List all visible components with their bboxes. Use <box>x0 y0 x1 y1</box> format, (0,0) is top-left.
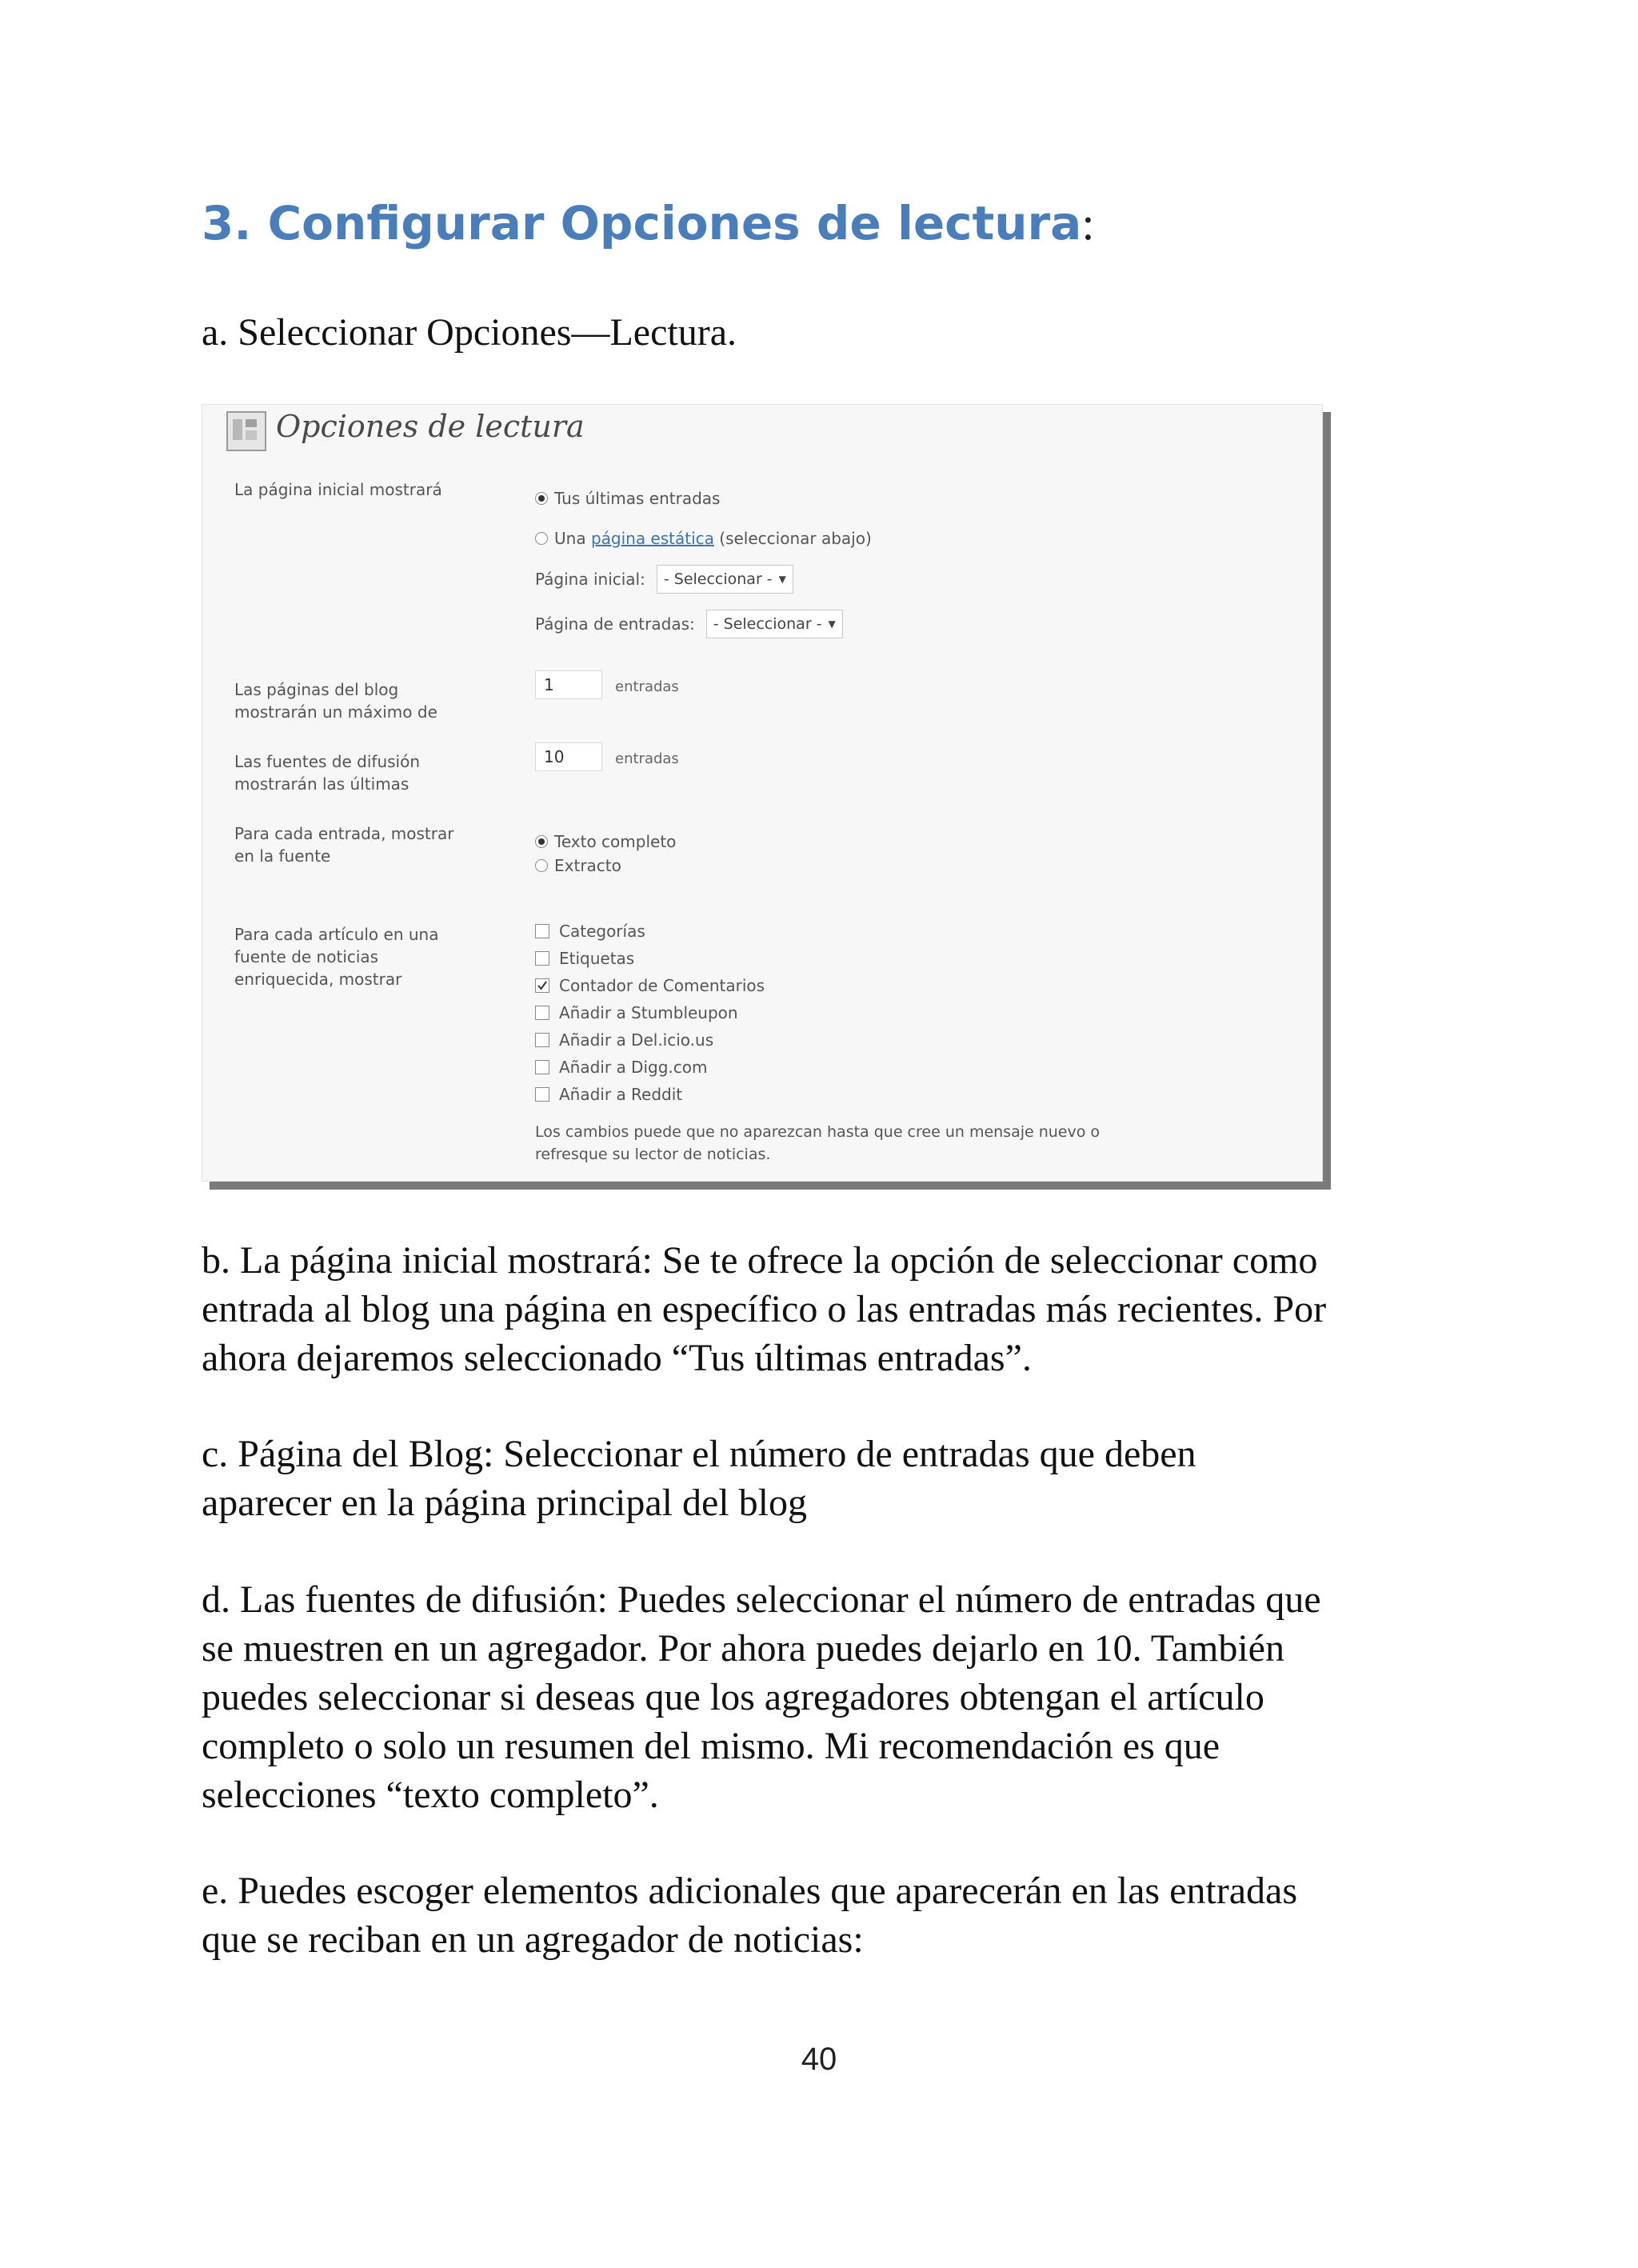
radio-static-page[interactable] <box>535 532 548 545</box>
posts-page-select-row <box>535 610 843 638</box>
option-static-suffix: (seleccionar abajo) <box>719 529 872 548</box>
blog-pages-label: Las páginas del blog mostrarán un máximo de <box>234 680 437 722</box>
option-excerpt[interactable] <box>535 854 621 877</box>
checkbox-row-reddit[interactable]: Añadir a Reddit <box>535 1083 682 1106</box>
paragraph-d: d. Las fuentes de difusión: Puedes seleccionar el número de entradas que se muestren en un agregador. Por ahora puedes dejarlo en 10. También puedes seleccionar si deseas que los agregadores obtengan el artículo completo o solo un resumen del mismo. Mi recomendación es que selecciones “texto completo”. <box>202 1578 1321 1816</box>
rich-feed-label: Para cada artículo en una fuente de noticias enriquecida, mostrar <box>234 925 439 989</box>
checkbox-row-delicious[interactable]: Añadir a Del.icio.us <box>535 1029 713 1051</box>
blog-pages-unit: entradas <box>615 678 679 695</box>
checkbox-row-digg[interactable]: Añadir a Digg.com <box>535 1056 707 1078</box>
checkbox-row-stumbleupon[interactable]: Añadir a Stumbleupon <box>535 1002 738 1024</box>
checkbox-row-comment-count[interactable]: Contador de Comentarios <box>535 974 765 997</box>
blog-pages-input[interactable]: 1 <box>535 670 602 699</box>
chevron-down-icon: ▼ <box>778 574 786 585</box>
checkbox-stumbleupon[interactable] <box>535 1006 549 1020</box>
paragraph-c: c. Página del Blog: Seleccionar el número de entradas que deben aparecer en la página principal del blog <box>202 1433 1197 1524</box>
option-latest-posts-label: Tus últimas entradas <box>554 489 721 508</box>
option-full-text[interactable] <box>535 830 676 853</box>
option-excerpt-label: Extracto <box>554 856 621 875</box>
paragraph-b: b. La página inicial mostrará: Se te ofrece la opción de seleccionar como entrada al blog una página en específico o las entradas más recientes. Por ahora dejaremos seleccionado “Tus últimas entradas”. <box>202 1239 1327 1379</box>
section-heading-text: 3. Configurar Opciones de lectura <box>202 196 1082 250</box>
page-number: 40 <box>801 2042 837 2077</box>
feed-content-label: Para cada entrada, mostrar en la fuente <box>234 824 454 866</box>
feeds-label: Las fuentes de difusión mostrarán las últimas <box>234 752 421 794</box>
option-full-text-label: Texto completo <box>554 832 677 851</box>
front-page-select-value: - Seleccionar - <box>663 570 773 588</box>
option-static-page[interactable] <box>535 527 872 550</box>
feeds-unit: entradas <box>615 750 679 767</box>
posts-page-select[interactable] <box>706 610 843 638</box>
checkbox-row-categories[interactable]: Categorías <box>535 920 645 942</box>
checkbox-digg[interactable] <box>535 1060 549 1074</box>
settings-page-icon <box>226 411 266 451</box>
radio-excerpt[interactable] <box>535 859 548 872</box>
paragraph-e: e. Puedes escoger elementos adicionales que aparecerán en las entradas que se reciban en un agregador de noticias: <box>202 1870 1298 1961</box>
feeds-input[interactable]: 10 <box>535 742 602 771</box>
checkbox-categories[interactable] <box>535 924 549 938</box>
posts-page-select-value: - Seleccionar - <box>713 615 822 633</box>
checkbox-reddit[interactable] <box>535 1087 549 1102</box>
chevron-down-icon: ▼ <box>828 618 836 630</box>
heading-colon: : <box>1081 198 1095 250</box>
checkbox-tags[interactable] <box>535 951 549 966</box>
posts-page-select-label: Página de entradas: <box>535 614 695 634</box>
option-latest-posts[interactable] <box>535 487 720 510</box>
section-heading <box>202 196 1094 250</box>
front-page-label: La página inicial mostrará <box>234 480 442 499</box>
checkbox-comment-count[interactable] <box>535 978 549 993</box>
changes-note: Los cambios puede que no aparezcan hasta que cree un mensaje nuevo o refresque su lector de noticias. <box>535 1123 1101 1163</box>
reading-options-screenshot <box>202 404 1323 1182</box>
option-static-prefix: Una <box>554 529 586 548</box>
static-page-link[interactable]: página estática <box>590 529 714 548</box>
panel-title: Opciones de lectura <box>276 409 585 444</box>
checkbox-delicious[interactable] <box>535 1033 549 1047</box>
front-page-select-row <box>535 565 793 594</box>
radio-latest-posts[interactable] <box>535 492 548 505</box>
checkbox-row-tags[interactable]: Etiquetas <box>535 947 634 970</box>
radio-full-text[interactable] <box>535 835 548 848</box>
front-page-select-label: Página inicial: <box>535 570 645 589</box>
step-a-text: a. Seleccionar Opciones—Lectura. <box>202 311 737 354</box>
checkmark-icon <box>537 980 548 991</box>
front-page-select[interactable] <box>657 565 793 594</box>
